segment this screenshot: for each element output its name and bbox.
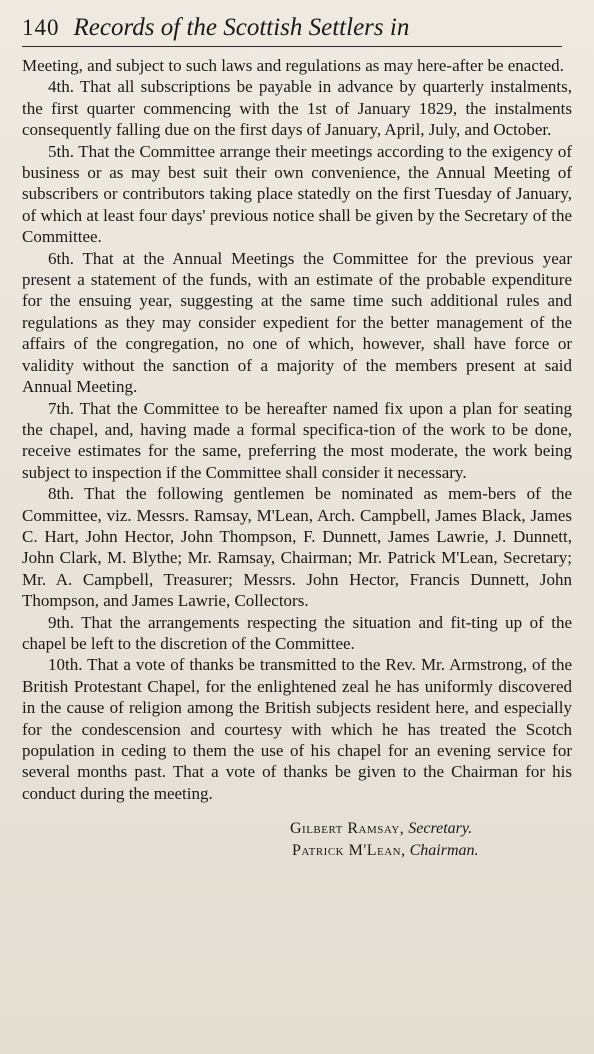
paragraph-6th: 6th. That at the Annual Meetings the Committee for the previous year present a statement of the funds, with an estimate of the probable expenditure for the ensuing year, suggesting at the same time such additional rules and regulations as they may consider expedient for the better management of the affairs of the congregation, no one of which, however, shall have force or validity without the sanction of a majority of the members present at said Annual Meeting. (22, 248, 572, 397)
paragraph-9th: 9th. That the arrangements respecting the situation and fit-ting up of the chapel be left to the discretion of the Committee. (22, 612, 572, 653)
signatory-name: Gilbert Ramsay, (290, 820, 405, 838)
signatory-role: Chairman. (409, 842, 479, 860)
paragraph-8th: 8th. That the following gentlemen be nominated as mem-bers of the Committee, viz. Messrs. Ramsay, M'Lean, Arch. Campbell, James Black, James C. Hart, John Hector, John Thompson, F. Dunnett, James Lawrie, J. Dunnett, John Clark, M. Blythe; Mr. Ramsay, Chairman; Mr. Patrick M'Lean, Secretary; Mr. A. Campbell, Treasurer; Messrs. John Hector, Francis Dunnett, John Thompson, and James Lawrie, Collectors. (22, 484, 572, 611)
signatory-role: Secretary. (408, 820, 473, 838)
signature-block (22, 818, 572, 862)
paragraph-10th: 10th. That a vote of thanks be transmitted to the Rev. Mr. Armstrong, of the British Protestant Chapel, for the enlightened zeal he has uniformly discovered in the cause of religion among the British subjects resident here, and especially for the condescension and courtesy with which he has treated the Scotch population in ceding to them the use of his chapel for an evening service for several months past. That a vote of thanks be given to the Chairman for his conduct during the meeting. (22, 655, 572, 803)
paragraph-continuation: Meeting, and subject to such laws and regulations as may here-after be enacted. (22, 56, 564, 75)
signatory-name: Patrick M'Lean, (292, 842, 406, 860)
paragraph-4th: 4th. That all subscriptions be payable in advance by quarterly instalments, the first quarter commencing with the 1st of January 1829, the instalments consequently falling due on the first days of January, April, July, and October. (22, 77, 572, 140)
body-text (22, 55, 572, 804)
running-header (22, 14, 562, 47)
paragraph-5th: 5th. That the Committee arrange their meetings according to the exigency of business or as may best suit their own convenience, the Annual Meeting of subscribers or contributors taking place statedly on the first Tuesday of January, of which at least four days' previous notice shall be given by the Secretary of the Committee. (22, 141, 572, 247)
page-number: 140 (22, 15, 60, 40)
paragraph-7th: 7th. That the Committee to be hereafter named fix upon a plan for seating the chapel, and, having made a formal specifica-tion of the work to be done, receive estimates for the same, preferring the most moderate, the work being subject to inspection if the Committee shall consider it necessary. (22, 398, 572, 482)
running-title: Records of the Scottish Settlers in (73, 14, 410, 41)
signature-chairman (292, 840, 572, 862)
signature-secretary (290, 818, 572, 840)
